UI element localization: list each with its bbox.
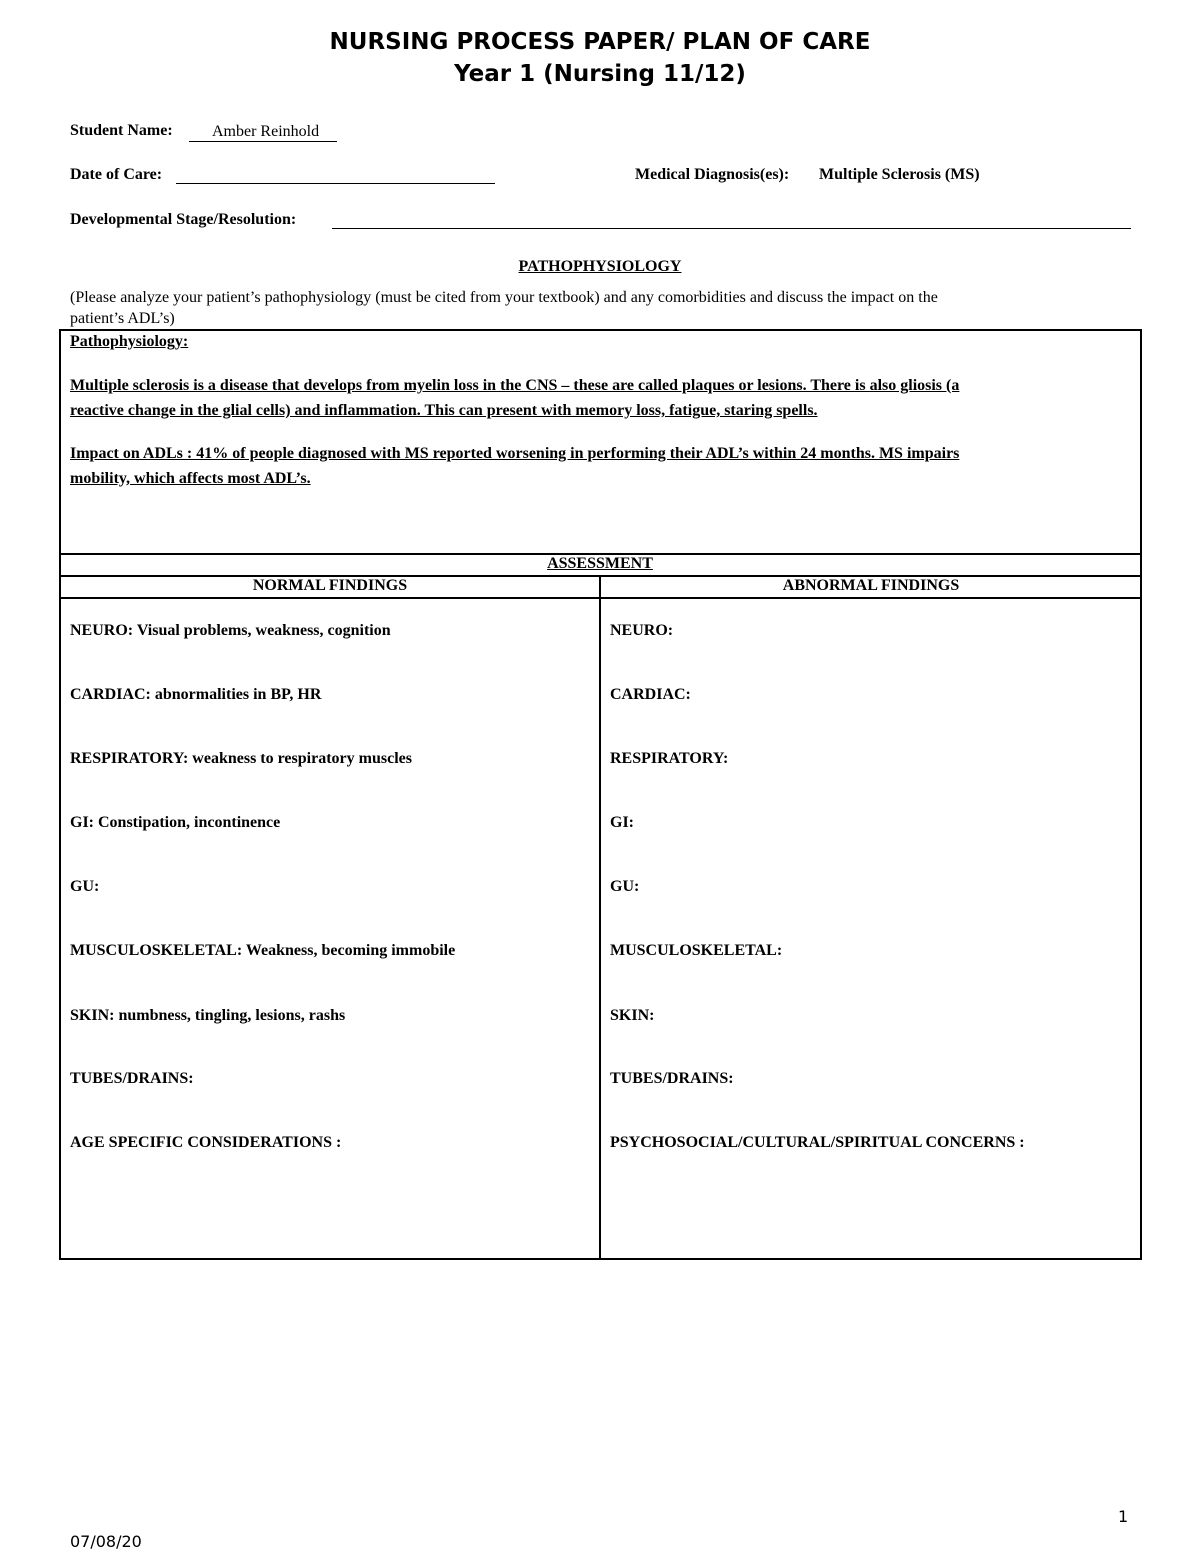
normal-age-specific: AGE SPECIFIC CONSIDERATIONS : (70, 1134, 342, 1151)
page-number: 1 (1118, 1507, 1129, 1526)
normal-cardiac: CARDIAC: abnormalities in BP, HR (70, 686, 322, 703)
abnormal-findings-header: ABNORMAL FINDINGS (782, 577, 960, 594)
student-name-label: Student Name: (70, 122, 173, 139)
patho-instruction-line2: patient’s ADL’s) (70, 310, 175, 327)
date-of-care-label: Date of Care: (70, 166, 163, 183)
document-subtitle: Year 1 (Nursing 11/12) (454, 61, 746, 87)
patho-box-label: Pathophysiology: (70, 333, 189, 350)
patho-para1-line2: reactive change in the glial cells) and inflammation. This can present with memory loss, fatigue, staring spells. (70, 402, 818, 419)
abnormal-tubes-drains: TUBES/DRAINS: (610, 1070, 734, 1087)
abnormal-psychosocial: PSYCHOSOCIAL/CULTURAL/SPIRITUAL CONCERNS : (610, 1134, 1025, 1151)
abnormal-musculoskeletal: MUSCULOSKELETAL: (610, 942, 783, 959)
normal-respiratory: RESPIRATORY: weakness to respiratory muscles (70, 750, 412, 767)
patho-para1-line1: Multiple sclerosis is a disease that develops from myelin loss in the CNS – these are called plaques or lesions. There is also gliosis (a (70, 377, 960, 394)
assessment-heading: ASSESSMENT (547, 555, 653, 572)
pathophysiology-heading: PATHOPHYSIOLOGY (518, 258, 682, 275)
abnormal-cardiac: CARDIAC: (610, 686, 691, 703)
normal-musculoskeletal: MUSCULOSKELETAL: Weakness, becoming immobile (70, 942, 456, 959)
patho-instruction-line1: (Please analyze your patient’s pathophysiology (must be cited from your textbook) and any comorbidities and discuss the impact on the (70, 289, 938, 306)
normal-gi: GI: Constipation, incontinence (70, 814, 281, 831)
assessment-column-divider (599, 576, 601, 1260)
normal-tubes-drains: TUBES/DRAINS: (70, 1070, 194, 1087)
date-of-care-line (176, 183, 495, 184)
abnormal-skin: SKIN: (610, 1007, 655, 1024)
document-title: NURSING PROCESS PAPER/ PLAN OF CARE (329, 29, 871, 55)
patho-para2-line1: Impact on ADLs : 41% of people diagnosed with MS reported worsening in performing their ADL’s within 24 months. MS impairs (70, 445, 960, 462)
abnormal-neuro: NEURO: (610, 622, 674, 639)
abnormal-gu: GU: (610, 878, 640, 895)
student-name-value: Amber Reinhold (189, 122, 337, 142)
abnormal-gi: GI: (610, 814, 634, 831)
abnormal-respiratory: RESPIRATORY: (610, 750, 729, 767)
normal-findings-header: NORMAL FINDINGS (252, 577, 408, 594)
pathophysiology-box (59, 329, 1142, 555)
normal-gu: GU: (70, 878, 100, 895)
normal-skin: SKIN: numbness, tingling, lesions, rashs (70, 1007, 346, 1024)
patho-para2-line2: mobility, which affects most ADL’s. (70, 470, 311, 487)
diagnosis-label: Medical Diagnosis(es): (635, 166, 790, 183)
normal-neuro: NEURO: Visual problems, weakness, cognition (70, 622, 391, 639)
diagnosis-value: Multiple Sclerosis (MS) (819, 166, 980, 183)
footer-date: 07/08/20 (70, 1532, 142, 1551)
dev-stage-line (332, 228, 1131, 229)
dev-stage-label: Developmental Stage/Resolution: (70, 211, 297, 228)
